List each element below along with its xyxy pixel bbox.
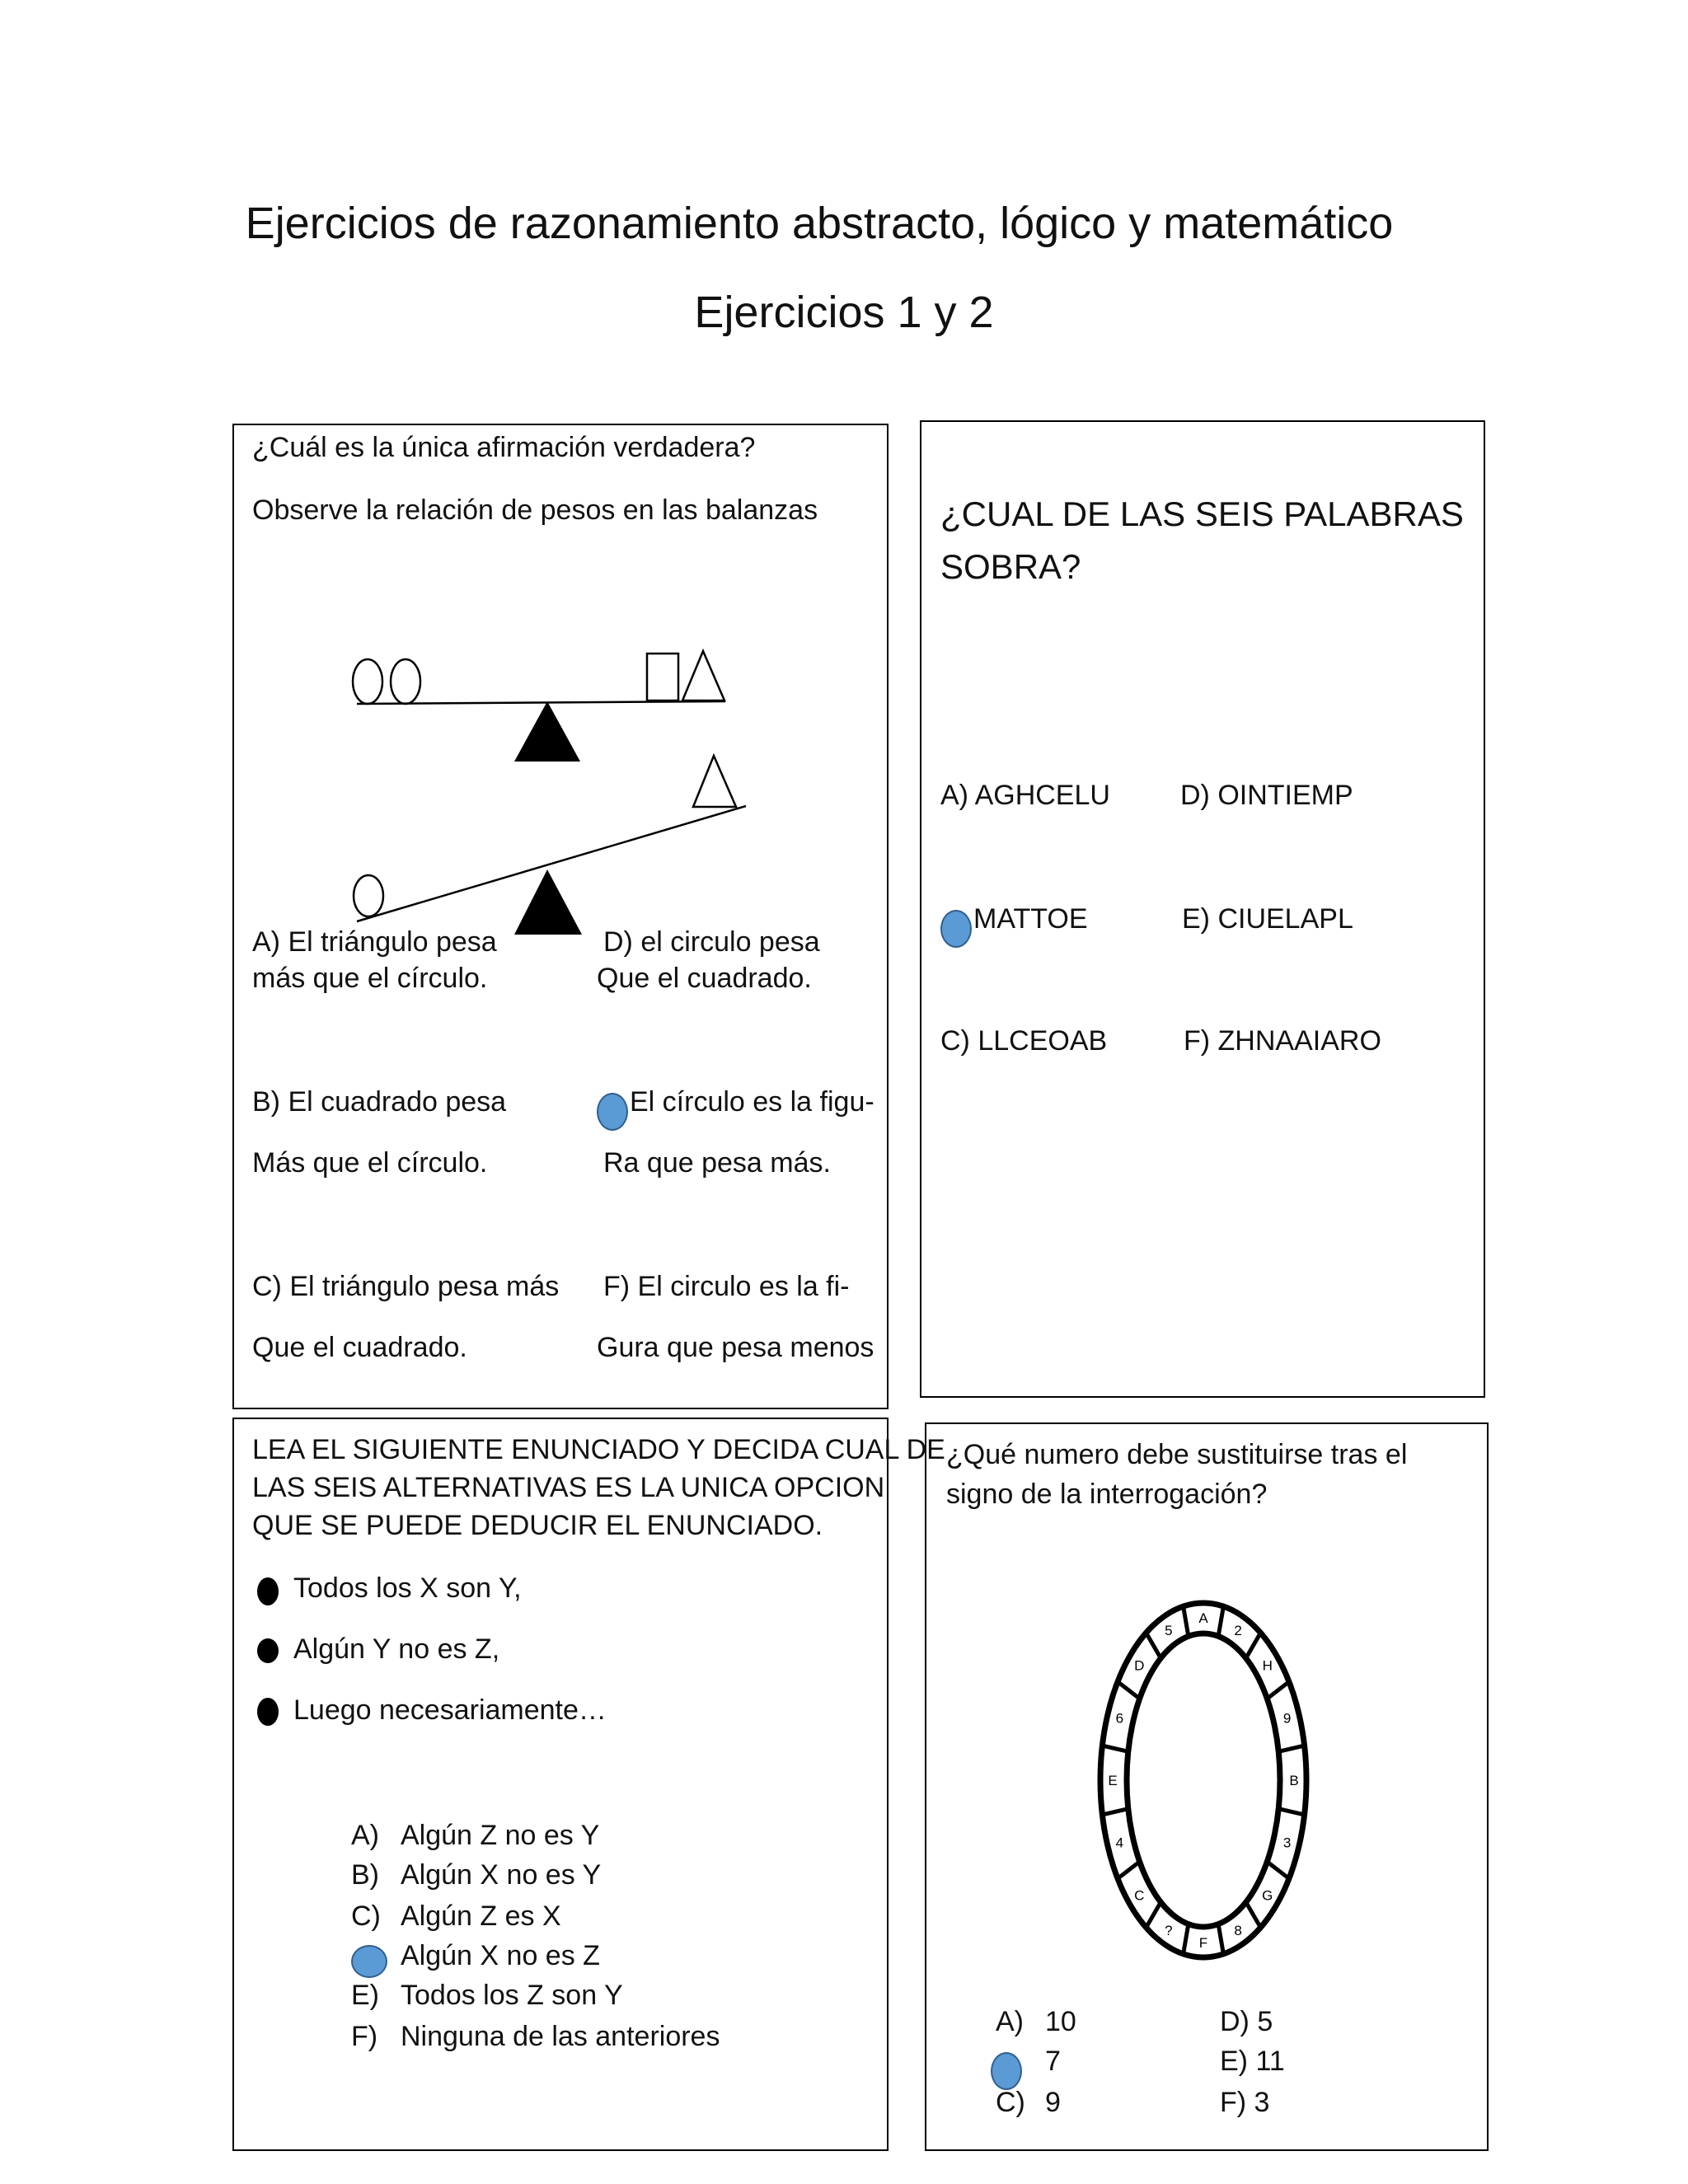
answer-marker [991, 2052, 1022, 2090]
ring-divider [1184, 1924, 1189, 1954]
ring-label: G [1262, 1887, 1273, 1904]
ring-divider [1218, 1924, 1223, 1954]
circle-shape [354, 875, 383, 916]
ex4-option-value: 7 [1045, 2046, 1061, 2077]
ex2-option-f: F) ZHNAAIARO [1184, 1025, 1381, 1057]
ring-divider [1146, 1633, 1161, 1658]
ring-divider [1218, 1606, 1223, 1636]
ex3-option-letter: C) [351, 1900, 381, 1932]
ring-divider [1146, 1902, 1161, 1928]
ex1-option-a-line2: más que el círculo. [252, 963, 488, 994]
ring-divider [1246, 1902, 1261, 1928]
ex1-option-a-line1: A) El triángulo pesa [252, 926, 497, 958]
ex3-option-letter: E) [351, 1980, 379, 2011]
ring-label: F [1198, 1935, 1208, 1951]
ex4-option-letter: C) [996, 2087, 1025, 2118]
answer-marker [597, 1093, 628, 1131]
ex3-premise: Todos los X son Y, [293, 1572, 522, 1604]
ex4-option-f: F) 3 [1220, 2087, 1270, 2118]
ring-label: ? [1165, 1923, 1173, 1939]
number-ring-diagram [1088, 1599, 1319, 1961]
ex2-option-c: C) LLCEOAB [940, 1025, 1108, 1057]
page-title: Ejercicios de razonamiento abstracto, lógico y matemático [245, 199, 1394, 248]
ring-label: 9 [1282, 1710, 1292, 1727]
ex1-option-f-line1: F) El circulo es la fi- [603, 1271, 850, 1302]
ex1-option-c-line2: Que el cuadrado. [252, 1332, 467, 1363]
ex3-option-letter: A) [351, 1820, 379, 1851]
ex2-question-line1: ¿CUAL DE LAS SEIS PALABRAS [940, 494, 1464, 533]
ring-divider [1118, 1862, 1140, 1879]
ex1-option-e-line1: El círculo es la figu- [630, 1086, 874, 1118]
ex3-option-text: Algún X no es Z [401, 1940, 600, 1971]
ex2-option-b: MATTOE [973, 903, 1088, 935]
ring-label: H [1262, 1657, 1273, 1674]
ex3-premise: Luego necesariamente… [293, 1694, 607, 1726]
ring-divider [1102, 1746, 1128, 1751]
ex4-option-letter: A) [996, 2006, 1024, 2037]
ex4-question-line2: signo de la interrogación? [946, 1479, 1268, 1510]
ex3-statement-line2: LAS SEIS ALTERNATIVAS ES LA UNICA OPCION [252, 1472, 885, 1503]
page-subtitle: Ejercicios 1 y 2 [694, 288, 994, 337]
triangle-shape [693, 756, 736, 807]
ring-label: 8 [1234, 1923, 1242, 1939]
ex3-premise: Algún Y no es Z, [293, 1633, 500, 1665]
ex2-option-d: D) OINTIEMP [1180, 780, 1353, 811]
ring-label: C [1134, 1887, 1145, 1904]
ex3-statement-line1: LEA EL SIGUIENTE ENUNCIADO Y DECIDA CUAL DE [252, 1434, 945, 1465]
ring-divider [1267, 1862, 1289, 1879]
ring-label: D [1134, 1657, 1145, 1674]
ring-divider [1278, 1809, 1304, 1815]
ring-divider [1184, 1606, 1189, 1636]
ex3-option-text: Algún Z es X [401, 1900, 561, 1932]
ex1-instruction: Observe la relación de pesos en las balanzas [252, 494, 818, 526]
ring-divider [1246, 1633, 1261, 1658]
ring-inner [1127, 1633, 1280, 1927]
ring-label: 6 [1115, 1710, 1124, 1727]
ring-divider [1267, 1682, 1289, 1699]
circle-shape [391, 659, 420, 704]
ex1-option-f-line2: Gura que pesa menos [597, 1332, 874, 1363]
ring-label: 2 [1234, 1622, 1242, 1638]
ex3-option-letter: B) [351, 1859, 379, 1891]
fulcrum-top [514, 701, 580, 762]
ring-label: A [1198, 1610, 1208, 1626]
ex1-option-b-line2: Más que el círculo. [252, 1147, 488, 1179]
ring-label: E [1108, 1773, 1118, 1788]
answer-marker [351, 1945, 387, 1978]
ex1-option-d-line2: Que el cuadrado. [597, 963, 812, 994]
ring-divider [1278, 1746, 1304, 1751]
ex1-question: ¿Cuál es la única afirmación verdadera? [252, 432, 756, 463]
ex1-option-d-line1: D) el circulo pesa [603, 926, 820, 958]
ex2-option-a: A) AGHCELU [940, 780, 1110, 811]
ex1-option-c-line1: C) El triángulo pesa más [252, 1271, 560, 1302]
bullet-dot [257, 1577, 279, 1605]
ex3-option-text: Algún X no es Y [401, 1859, 602, 1891]
ex4-option-e: E) 11 [1220, 2046, 1285, 2077]
ex4-option-d: D) 5 [1220, 2006, 1273, 2037]
ring-label: B [1289, 1773, 1299, 1788]
ex3-option-text: Algún Z no es Y [401, 1820, 600, 1851]
ex3-option-text: Todos los Z son Y [401, 1980, 623, 2011]
answer-marker [940, 910, 972, 948]
ex4-option-value: 10 [1045, 2006, 1076, 2037]
ex1-option-b-line1: B) El cuadrado pesa [252, 1086, 507, 1118]
ex4-question-line1: ¿Qué numero debe sustituirse tras el [946, 1439, 1408, 1470]
square-shape [647, 654, 678, 701]
bullet-dot [257, 1698, 279, 1726]
circle-shape [353, 659, 382, 704]
ring-label: 4 [1115, 1835, 1124, 1851]
ring-label: 5 [1165, 1622, 1173, 1638]
ex4-option-value: 9 [1045, 2087, 1061, 2118]
triangle-shape [682, 651, 724, 701]
ring-divider [1102, 1809, 1128, 1815]
ring-label: 3 [1282, 1835, 1292, 1851]
ex3-option-letter: F) [351, 2021, 378, 2052]
ex3-option-text: Ninguna de las anteriores [401, 2021, 720, 2052]
ring-outer [1100, 1603, 1306, 1957]
ring-divider [1118, 1682, 1140, 1699]
fulcrum-bottom [514, 869, 582, 935]
bullet-dot [257, 1638, 279, 1663]
ex3-statement-line3: QUE SE PUEDE DEDUCIR EL ENUNCIADO. [252, 1510, 823, 1541]
ex2-option-e: E) CIUELAPL [1182, 903, 1353, 935]
ex2-question-line2: SOBRA? [940, 547, 1081, 586]
ex1-option-e-line2: Ra que pesa más. [603, 1147, 831, 1179]
